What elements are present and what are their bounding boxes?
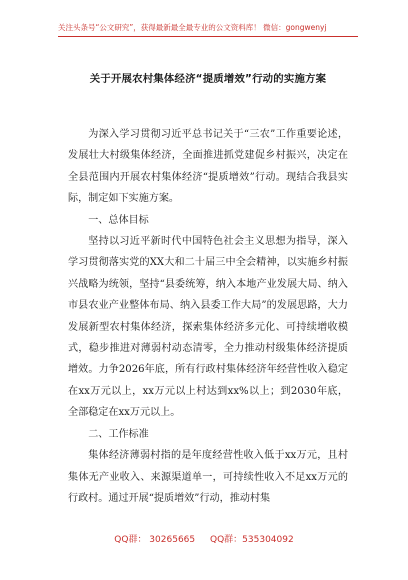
header-note: 关注头条号“公文研究”，获得最新最全最专业的公文资料库！ 微信：gongwenyj: [58, 23, 327, 32]
document-body: [68, 124, 348, 509]
intro-paragraph: 为深入学习贯彻习近平总书记关于“三农”工作重要论述，发展壮大村级集体经济，全面推进抓党建促乡村振兴，决定在全县范围内开展农村集体经济“提质增效”行动。现结合我县实际，制定如下实施方案。: [68, 129, 348, 205]
footer-qq-group-1: QQ群： 30265665: [114, 535, 196, 545]
section-1-paragraph: 坚持以习近平新时代中国特色社会主义思想为指导，深入学习贯彻落实党的XX大和二十届三中全会精神，以实施乡村振兴战略为统领，坚持“县委统筹，纳入本地产业发展大局、纳入市县农业产业整体布局、纳入县委工作大局”的发展思路，大力发展新型农村集体经济，探索集体经济多元化、可持续增收模式，稳步推进对薄弱村动态清零，全力推动村级集体经济提质增效。力争2026年底，所有行政村集体经济年经营性收入稳定在xx万元以上，xx万元以上村达到xx%以上；到2030年底，全部稳定在xx万元以上。: [68, 236, 348, 419]
footer-qq-group-2: QQ群：535304092: [210, 535, 294, 545]
footer-contacts: [0, 532, 408, 545]
document-title: 关于开展农村集体经济“提质增效”行动的实施方案: [89, 73, 327, 85]
section-2-paragraph: 集体经济薄弱村指的是年度经营性收入低于xx万元，且村集体无产业收入、来源渠道单一，可持续性收入不足xx万元的行政村。通过开展“提质增效”行动，推动村集: [68, 450, 348, 504]
section-1-heading: 一、总体目标: [88, 214, 149, 226]
section-2-heading: 二、工作标准: [88, 428, 149, 440]
header-rule: [58, 36, 358, 37]
